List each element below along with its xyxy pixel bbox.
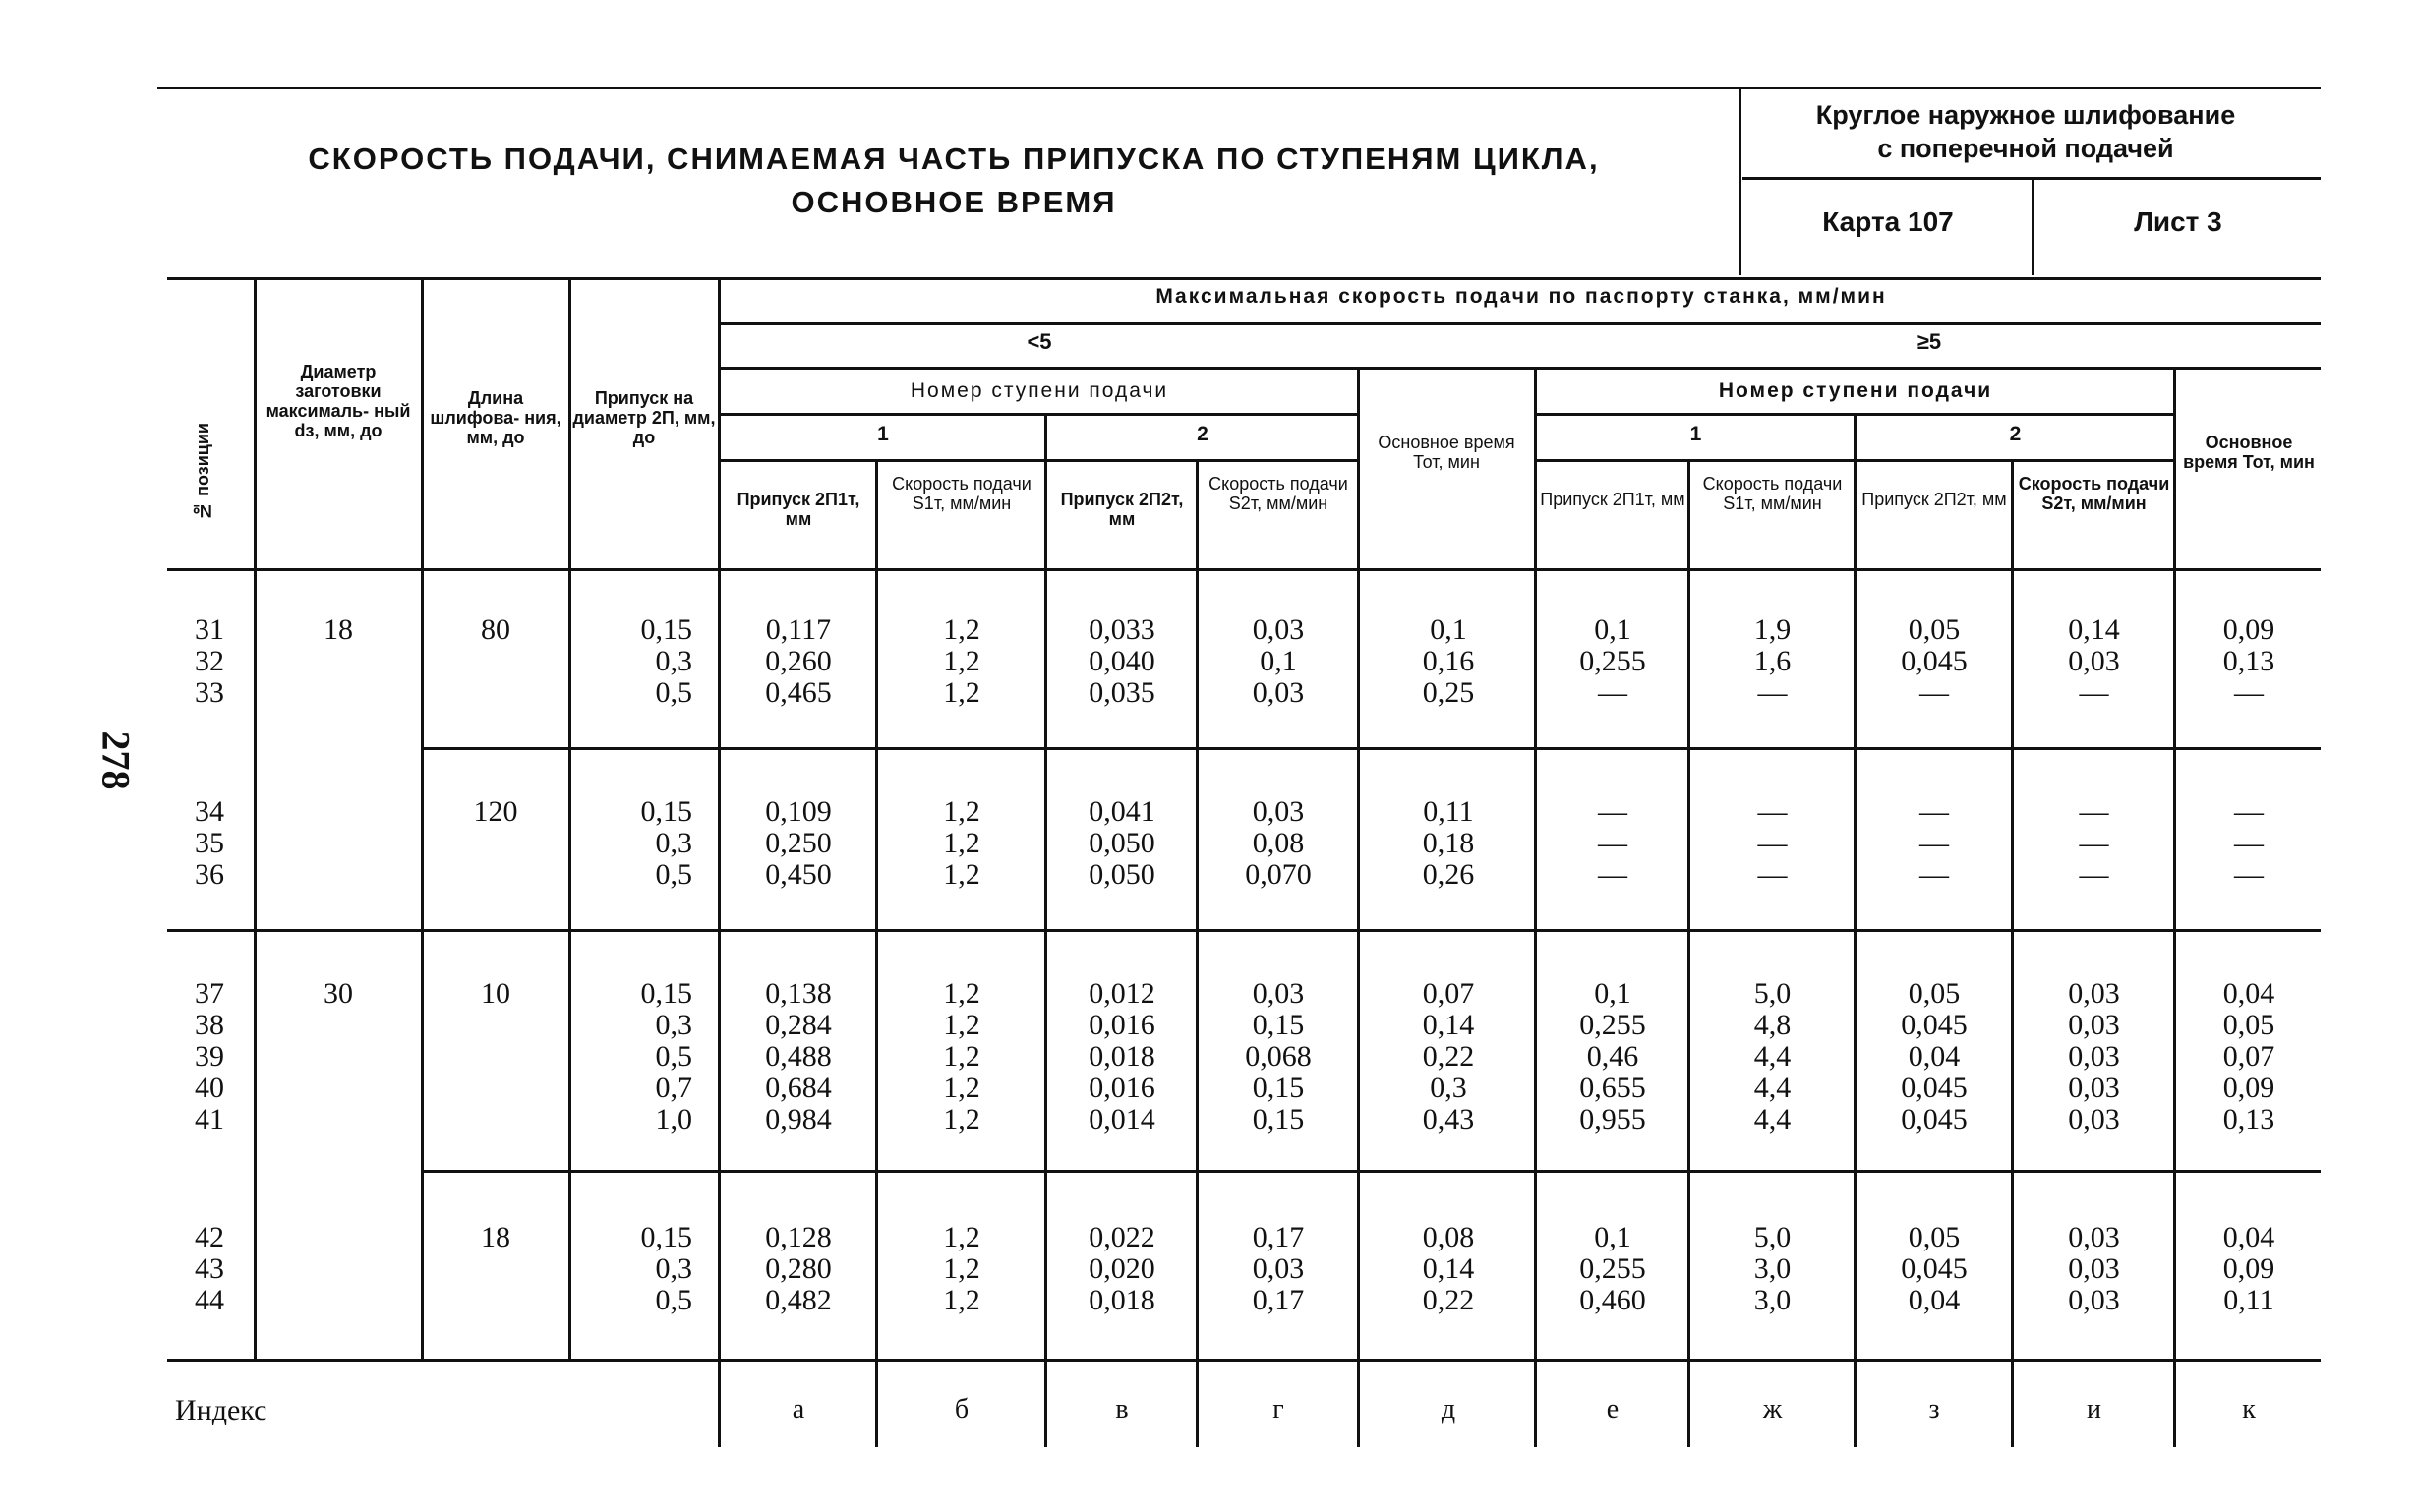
- rule-step-nums-left: [718, 459, 1357, 462]
- vline-10: [1687, 459, 1690, 1447]
- value-i: — — —: [2079, 795, 2109, 891]
- positions: 37 38 39 40 41: [195, 977, 224, 1135]
- positions: 34 35 36: [195, 795, 224, 891]
- vline-13: [2173, 367, 2176, 1447]
- length: 18: [481, 1221, 510, 1253]
- value-i: 0,03 0,03 0,03 0,03 0,03: [2068, 977, 2120, 1135]
- rule-step-left: [718, 413, 1357, 416]
- value-zh: 5,0 4,8 4,4 4,4 4,4: [1753, 977, 1792, 1135]
- rule-lt-ge: [718, 367, 2321, 370]
- col-ge5: ≥5: [1916, 329, 1942, 354]
- vline-12: [2011, 459, 2014, 1447]
- index-letter: к: [2242, 1394, 2256, 1425]
- col-allow1-right: Припуск 2П1т, мм: [1540, 490, 1685, 509]
- length: 120: [473, 795, 518, 828]
- value-g: 0,03 0,08 0,070: [1245, 795, 1312, 891]
- value-e: — — —: [1598, 795, 1627, 891]
- index-letter: д: [1441, 1394, 1456, 1425]
- value-b: 1,2 1,2 1,2: [943, 613, 980, 709]
- rule-group-4: [423, 1170, 2321, 1173]
- col-step-number-left: Номер ступени подачи: [910, 379, 1169, 402]
- value-a: 0,117 0,260 0,465: [765, 613, 832, 709]
- index-letter: е: [1606, 1394, 1620, 1425]
- vline-4: [718, 277, 721, 1447]
- value-g: 0,03 0,15 0,068 0,15 0,15: [1245, 977, 1312, 1135]
- value-zh: 1,9 1,6 —: [1753, 613, 1792, 709]
- rule-index: [167, 1359, 2321, 1362]
- value-e: 0,1 0,255 0,460: [1579, 1221, 1646, 1316]
- col-speed1-right: Скорость подачи S1т, мм/мин: [1702, 474, 1843, 513]
- positions: 42 43 44: [195, 1221, 224, 1316]
- card-number: Карта 107: [1822, 206, 1954, 237]
- positions: 31 32 33: [195, 613, 224, 709]
- diameter: 30: [324, 977, 353, 1010]
- col-length: Длина шлифова- ния, мм, до: [430, 388, 561, 447]
- rule-group-3: [167, 929, 2321, 932]
- allowance: 0,15 0,3 0,5 0,7 1,0: [640, 977, 692, 1135]
- value-a: 0,138 0,284 0,488 0,684 0,984: [765, 977, 832, 1135]
- value-b: 1,2 1,2 1,2 1,2 1,2: [943, 977, 980, 1135]
- vline-6: [1044, 413, 1047, 1447]
- value-i: 0,03 0,03 0,03: [2068, 1221, 2120, 1316]
- vline-2: [421, 277, 424, 1359]
- col-speed2-left: Скорость подачи S2т, мм/мин: [1208, 474, 1348, 513]
- value-zh: — — —: [1757, 795, 1788, 891]
- value-zh: 5,0 3,0 3,0: [1753, 1221, 1792, 1316]
- value-v: 0,012 0,016 0,018 0,016 0,014: [1089, 977, 1155, 1135]
- index-letter: а: [792, 1394, 805, 1425]
- value-z: 0,05 0,045 0,04 0,045 0,045: [1901, 977, 1968, 1135]
- table-top-rule: [167, 277, 2321, 280]
- col-max-speed: Максимальная скорость подачи по паспорту станка, мм/мин: [1155, 285, 1887, 308]
- index-letter: и: [2087, 1394, 2101, 1425]
- value-d: 0,11 0,18 0,26: [1422, 795, 1475, 891]
- index-letter: з: [1928, 1394, 1940, 1425]
- diameter: 18: [324, 613, 353, 646]
- value-i: 0,14 0,03 —: [2068, 613, 2120, 709]
- index-letter: г: [1272, 1394, 1284, 1425]
- length: 80: [481, 613, 510, 646]
- top-rule: [157, 87, 2321, 89]
- col-basic-time-left: Основное время Тот, мин: [1378, 433, 1515, 472]
- col-allow2-right: Припуск 2П2т, мм: [1861, 490, 2007, 509]
- value-g: 0,17 0,03 0,17: [1252, 1221, 1305, 1316]
- value-k: 0,09 0,13 —: [2222, 613, 2275, 709]
- col-diameter: Диаметр заготовки максималь- ный dз, мм, до: [265, 362, 411, 440]
- col-lt5: <5: [1027, 329, 1052, 354]
- title-line-1: СКОРОСТЬ ПОДАЧИ, СНИМАЕМАЯ ЧАСТЬ ПРИПУСКА ПО СТУПЕНЯМ ЦИКЛА,: [308, 142, 1600, 176]
- vline-11: [1854, 413, 1857, 1447]
- value-v: 0,022 0,020 0,018: [1089, 1221, 1155, 1316]
- col-speed1-left: Скорость подачи S1т, мм/мин: [892, 474, 1032, 513]
- operation-line-1: Круглое наружное шлифование: [1815, 100, 2236, 130]
- rule-group-2: [423, 747, 2321, 750]
- allowance: 0,15 0,3 0,5: [640, 613, 692, 709]
- col-speed2-right: Скорость подачи S2т, мм/мин: [2018, 474, 2170, 513]
- value-a: 0,109 0,250 0,450: [765, 795, 832, 891]
- value-e: 0,1 0,255 0,46 0,655 0,955: [1579, 977, 1646, 1135]
- rule-header-bottom: [167, 568, 2321, 571]
- col-allow1-left: Припуск 2П1т, мм: [737, 490, 860, 529]
- index-label: Индекс: [175, 1394, 267, 1426]
- value-b: 1,2 1,2 1,2: [943, 1221, 980, 1316]
- vline-1: [254, 277, 257, 1359]
- value-g: 0,03 0,1 0,03: [1252, 613, 1305, 709]
- value-b: 1,2 1,2 1,2: [943, 795, 980, 891]
- value-z: 0,05 0,045 0,04: [1901, 1221, 1968, 1316]
- length: 10: [481, 977, 510, 1010]
- col-allowance: Припуск на диаметр 2П, мм, до: [572, 388, 716, 447]
- vline-7: [1196, 459, 1199, 1447]
- value-k: 0,04 0,05 0,07 0,09 0,13: [2222, 977, 2275, 1135]
- col-step1-right: 1: [1689, 423, 1702, 445]
- index-letter: ж: [1762, 1394, 1783, 1425]
- page-title: [246, 138, 1662, 224]
- value-e: 0,1 0,255 —: [1579, 613, 1646, 709]
- vline-3: [568, 277, 571, 1359]
- value-d: 0,07 0,14 0,22 0,3 0,43: [1422, 977, 1475, 1135]
- value-d: 0,08 0,14 0,22: [1422, 1221, 1475, 1316]
- allowance: 0,15 0,3 0,5: [640, 1221, 692, 1316]
- value-d: 0,1 0,16 0,25: [1422, 613, 1475, 709]
- value-k: — — —: [2234, 795, 2264, 891]
- col-step2-right: 2: [2009, 423, 2022, 445]
- title-line-2: ОСНОВНОЕ ВРЕМЯ: [791, 185, 1117, 219]
- operation-type: [1750, 98, 2301, 165]
- value-k: 0,04 0,09 0,11: [2222, 1221, 2275, 1316]
- value-a: 0,128 0,280 0,482: [765, 1221, 832, 1316]
- rule-max-speed: [718, 322, 2321, 325]
- col-basic-time-right: Основное время Тот, мин: [2183, 433, 2315, 472]
- index-letter: б: [954, 1394, 970, 1425]
- sheet-number: Лист 3: [2134, 206, 2222, 237]
- operation-line-2: с поперечной подачей: [1877, 134, 2174, 163]
- vline-9: [1534, 367, 1537, 1447]
- col-step2-left: 2: [1197, 423, 1208, 445]
- header-divider: [1739, 87, 1741, 275]
- page-number: 278: [93, 730, 139, 790]
- value-z: 0,05 0,045 —: [1901, 613, 1968, 709]
- col-allow2-left: Припуск 2П2т, мм: [1060, 490, 1184, 529]
- value-v: 0,033 0,040 0,035: [1089, 613, 1155, 709]
- col-step-number-right: Номер ступени подачи: [1718, 379, 1993, 402]
- value-v: 0,041 0,050 0,050: [1089, 795, 1155, 891]
- vline-5: [875, 459, 878, 1447]
- col-step1-left: 1: [877, 423, 889, 445]
- vline-8: [1357, 367, 1360, 1447]
- allowance: 0,15 0,3 0,5: [640, 795, 692, 891]
- value-z: — — —: [1919, 795, 1949, 891]
- index-letter: в: [1115, 1394, 1129, 1425]
- col-position: № позиции: [193, 423, 212, 521]
